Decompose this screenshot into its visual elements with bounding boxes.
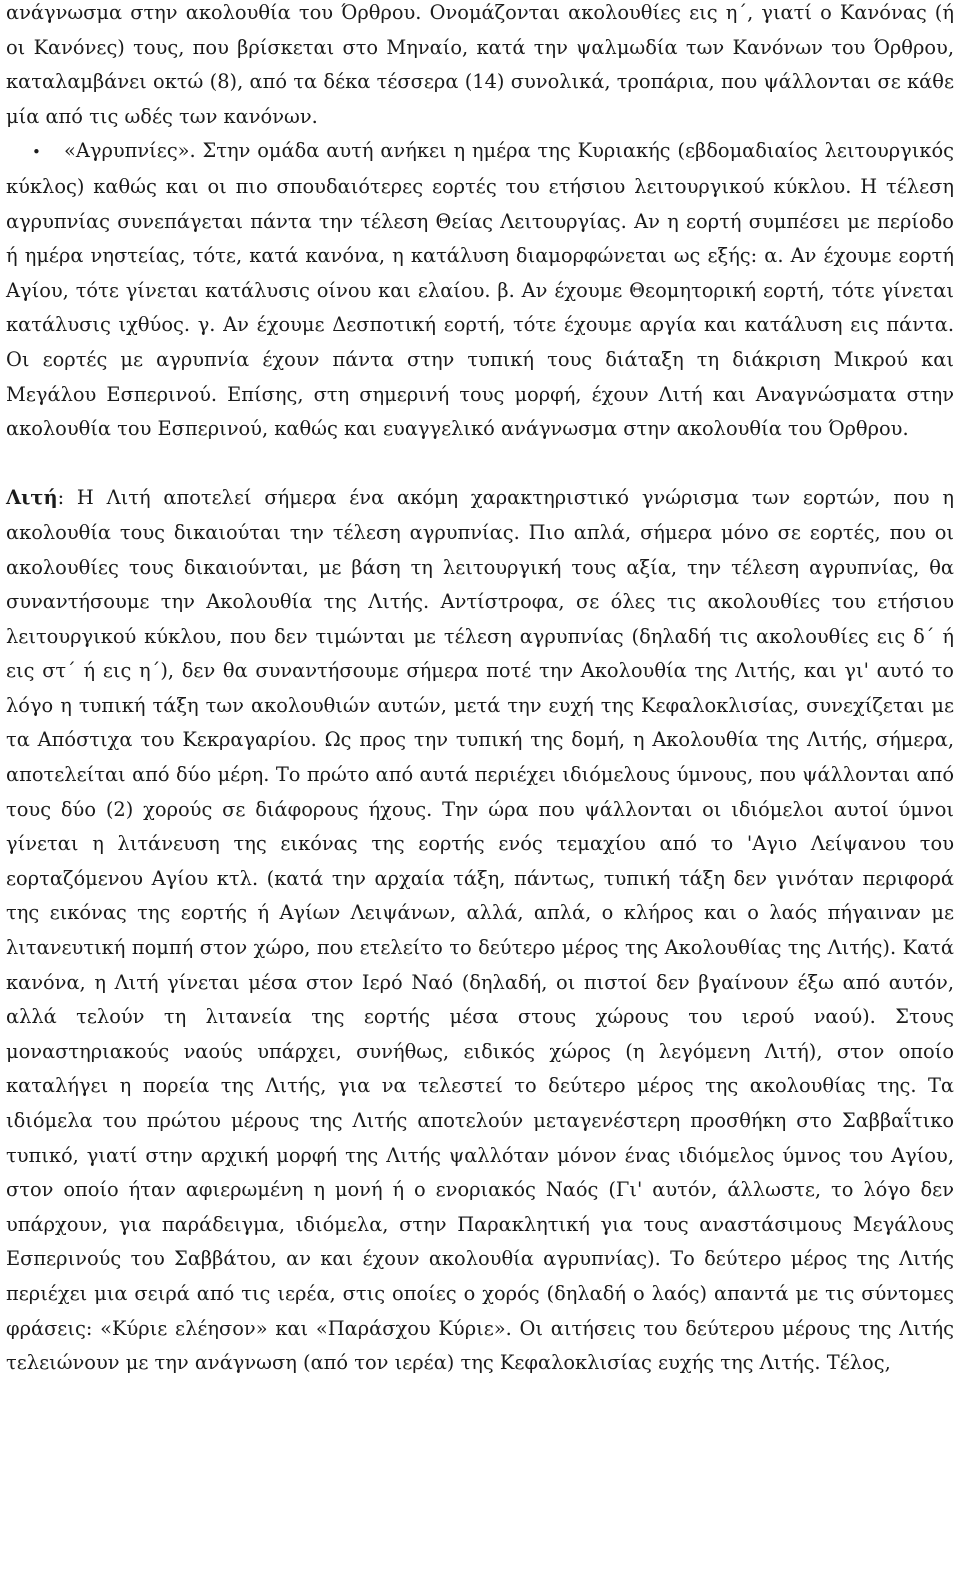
bullet-item-agrypnies bbox=[6, 134, 954, 446]
section-heading-liti: Λιτή bbox=[6, 486, 58, 510]
bullet-item-text: «Αγρυπνίες». Στην ομάδα αυτή ανήκει η ημέρα της Κυριακής (εβδομαδιαίος λειτουργικός κύκλος) καθώς και οι πιο σπουδαιότερες εορτές του ετήσιου λειτουργικού κύκλου. Η τέλεση αγρυπνίας συνεπάγεται πάντα την τέλεση Θείας Λειτουργίας. Αν η εορτή συμπέσει με περίοδο ή ημέρα νηστείας, τότε, κατά κανόνα, η κατάλυση διαμορφώνεται ως εξής: α. Αν έχουμε εορτή Αγίου, τότε γίνεται κατάλυσις οίνου και ελαίου. β. Αν έχουμε Θεομητορική εορτή, τότε γίνεται κατάλυσις ιχθύος. γ. Αν έχουμε Δεσποτική εορτή, τότε έχουμε αργία και κατάλυση εις πάντα. Οι εορτές με αγρυπνία έχουν πάντα στην τυπική τους διάταξη τη διάκριση Μικρού και Μεγάλου Εσπερινού. Επίσης, στη σημερινή τους μορφή, έχουν Λιτή και Αναγνώσματα στην ακολουθία του Εσπερινού, καθώς και ευαγγελικό ανάγνωσμα στην ακολουθία του Όρθρου. bbox=[6, 139, 954, 441]
intro-paragraph: ανάγνωσμα στην ακολουθία του Όρθρου. Ονομάζονται ακολουθίες εις η΄, γιατί ο Κανόνας (ή οι Κανόνες) τους, που βρίσκεται στο Μηναίο, κατά την ψαλμωδία των Κανόνων του Όρθρου, καταλαμβάνει οκτώ (8), από τα δέκα τέσσερα (14) συνολικά, τροπάρια, που ψάλλονται σε κάθε μία από τις ωδές των κανόνων. bbox=[6, 1, 954, 128]
bullet-icon: • bbox=[32, 143, 41, 162]
heading-separator: : bbox=[57, 486, 77, 510]
liti-section bbox=[6, 481, 954, 1380]
liti-section-body: Η Λιτή αποτελεί σήμερα ένα ακόμη χαρακτηριστικό γνώρισμα των εορτών, που η ακολουθία τους δικαιούται την τέλεση αγρυπνίας. Πιο απλά, σήμερα μόνο σε εορτές, που οι ακολουθίες τους δικαιούνται, με βάση τη λειτουργική τους αξία, την τέλεση αγρυπνίας, θα συναντήσουμε την Ακολουθία της Λιτής. Αντίστροφα, σε όλες τις ακολουθίες του ετήσιου λειτουργικού κύκλου, που δεν τιμώνται με τέλεση αγρυπνίας (δηλαδή τις ακολουθίες εις δ΄ ή εις στ΄ ή εις η΄), δεν θα συναντήσουμε σήμερα ποτέ την Ακολουθία της Λιτής, και γι' αυτό το λόγο η τυπική τάξη των ακολουθιών αυτών, μετά την ευχή της Κεφαλοκλισίας, συνεχίζεται με τα Απόστιχα του Κεκραγαρίου. Ως προς την τυπική της δομή, η Ακολουθία της Λιτής, σήμερα, αποτελείται από δύο μέρη. Το πρώτο από αυτά περιέχει ιδιόμελους ύμνους, που ψάλλονται από τους δύο (2) χορούς σε διάφορους ήχους. Την ώρα που ψάλλονται οι ιδιόμελοι αυτοί ύμνοι γίνεται η λιτάνευση της εικόνας της εορτής ενός τεμαχίου από το 'Αγιο Λείψανου του εορταζόμενου Αγίου κτλ. (κατά την αρχαία τάξη, πάντως, τυπική τάξη δεν γινόταν περιφορά της εικόνας της εορτής ή Αγίων Λειψάνων, αλλά, απλά, ο κλήρος και ο λαός πήγαιναν με λιτανευτική πομπή στον χώρο, που ετελείτο το δεύτερο μέρος της Ακολουθίας της Λιτής). Κατά κανόνα, η Λιτή γίνεται μέσα στον Ιερό Ναό (δηλαδή, οι πιστοί δεν βγαίνουν έξω από αυτόν, αλλά τελούν τη λιτανεία της εορτής μέσα στους χώρους του ιερού ναού). Στους μοναστηριακούς ναούς υπάρχει, συνήθως, ειδικός χώρος (η λεγόμενη Λιτή), στον οποίο καταλήγει η πορεία της Λιτής, για να τελεστεί το δεύτερο μέρος της ακολουθίας της. Τα ιδιόμελα του πρώτου μέρους της Λιτής αποτελούν μεταγενέστερη προσθήκη στο Σαββαΐτικο τυπικό, γιατί στην αρχική μορφή της Λιτής ψαλλόταν μόνον ένας ιδιόμελος ύμνος του Αγίου, στον οποίο ήταν αφιερωμένη η μονή ή ο ενοριακός Ναός (Γι' αυτόν, άλλωστε, το λόγο δεν υπάρχουν, για παράδειγμα, ιδιόμελα, στην Παρακλητική για τους αναστάσιμους Μεγάλους Εσπερινούς του Σαββάτου, αν και έχουν ακολουθία αγρυπνίας). Το δεύτερο μέρος της Λιτής περιέχει μια σειρά από τις ιερέα, στις οποίες ο χορός (δηλαδή ο λαός) απαντά με τις σύντομες φράσεις: «Κύριε ελέησον» και «Παράσχου Κύριε». Οι αιτήσεις του δεύτερου μέρους της Λιτής τελειώνουν με την ανάγνωση (από τον ιερέα) της Κεφαλοκλισίας ευχής της Λιτής. Τέλος, bbox=[6, 486, 954, 1375]
document-page bbox=[6, 0, 954, 1381]
paragraph-spacer bbox=[6, 447, 954, 482]
